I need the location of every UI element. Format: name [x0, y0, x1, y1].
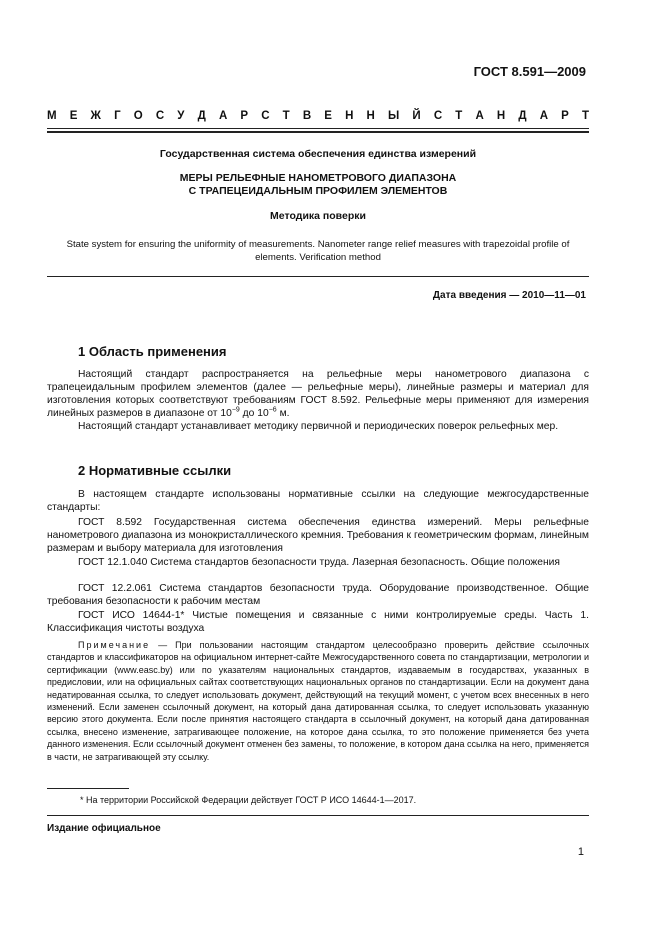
section2-heading: 2 Нормативные ссылки [78, 463, 232, 478]
reference-gost-12-2-061: ГОСТ 12.2.061 Система стандартов безопасности труда. Оборудование производственное. Общие требования безопасности к рабочим местам [47, 583, 589, 607]
page-number: 1 [577, 846, 584, 858]
section1-paragraph2: Настоящий стандарт устанавливает методику первичной и периодических поверок рельефных мер. [78, 421, 559, 432]
interstate-standard-label: М Е Ж Г О С У Д А Р С Т В Е Н Н Ы Й С Т А Н Д А Р Т [47, 110, 589, 122]
subtitle: Методика поверки [270, 210, 366, 222]
note-label: Примечание [78, 640, 151, 650]
p1-text-c: м. [276, 408, 290, 419]
english-title: State system for ensuring the uniformity of measurements. Nanometer range relief measures with trapezoidal profile of elements. Verification method [66, 239, 570, 263]
note-paragraph [47, 639, 589, 763]
edition-label: Издание официальное [47, 823, 161, 834]
p1-text-b: до 10 [239, 408, 269, 419]
section1-heading: 1 Область применения [78, 344, 227, 359]
main-title-line2: С ТРАПЕЦЕИДАЛЬНЫМ ПРОФИЛЕМ ЭЛЕМЕНТОВ [188, 185, 448, 197]
introduction-date: Дата введения — 2010—11—01 [432, 290, 586, 301]
reference-gost-12-1-040: ГОСТ 12.1.040 Система стандартов безопасности труда. Лазерная безопасность. Общие положения [78, 557, 560, 568]
reference-gost-iso-14644-1: ГОСТ ИСО 14644-1* Чистые помещения и связанные с ними контролируемые среды. Часть 1. Классификация чистоты воздуха [47, 610, 589, 634]
p1-exponent-b: −6 [268, 406, 277, 414]
header-rule-thin [47, 128, 589, 129]
section2-paragraph1: В настоящем стандарте использованы нормативные ссылки на следующие межгосударственные стандарты: [47, 489, 589, 513]
footnote: * На территории Российской Федерации действует ГОСТ Р ИСО 14644-1—2017. [80, 795, 417, 805]
edition-rule [47, 815, 589, 816]
main-title-line1: МЕРЫ РЕЛЬЕФНЫЕ НАНОМЕТРОВОГО ДИАПАЗОНА [179, 172, 457, 184]
reference-gost-8-592: ГОСТ 8.592 Государственная система обеспечения единства измерений. Меры рельефные нанометрового диапазона из монокристаллического кремния. Требования к геометрическим формам, линейным размерам и выбору материала для изготовления [47, 517, 589, 554]
header-rule-thick [47, 131, 589, 133]
note-text: — При пользовании настоящим стандартом целесообразно проверить действие ссылочных стандартов и классификаторов на официальном интернет-сайте Межгосударственного совета по стандартизации, метрологии и сертификации (www.easc.by) или по указателям национальных стандартов, издаваемым в государствах, указанных в предисловии, или на официальных сайтах соответствующих национальных органов по стандартизации. Если на документ дана недатированная ссылка, то следует использовать документ, действующий на текущий момент, с учетом всех внесенных в него изменений. Если заменен ссылочный документ, на который дана датированная ссылка, то следует использовать указанную версию этого документа. Если после принятия настоящего стандарта в ссылочный документ, на который дана датированная ссылка, внесено изменение, затрагивающее положение, на которое дана ссылка, то это положение применяется без учета данного изменения. Если ссылочный документ отменен без замены, то положение, в котором дана ссылка на него, применяется в части, не затрагивающей эту ссылку. [47, 640, 589, 762]
intro-rule [47, 276, 589, 277]
system-title: Государственная система обеспечения единства измерений [159, 148, 477, 160]
standard-code: ГОСТ 8.591—2009 [473, 64, 586, 79]
p1-text-a: Настоящий стандарт распространяется на рельефные меры нанометрового диапазона с трапецеидальным профилем элементов (далее — рельефные меры), линейные размеры и материал для изготовления которых соответствуют требованиям ГОСТ 8.592. Рельефные меры применяют для измерения линейных размеров в диапазоне от 10 [47, 369, 589, 419]
footnote-rule [47, 788, 129, 789]
p1-exponent-a: −9 [231, 406, 240, 414]
section1-paragraph1 [47, 368, 589, 420]
